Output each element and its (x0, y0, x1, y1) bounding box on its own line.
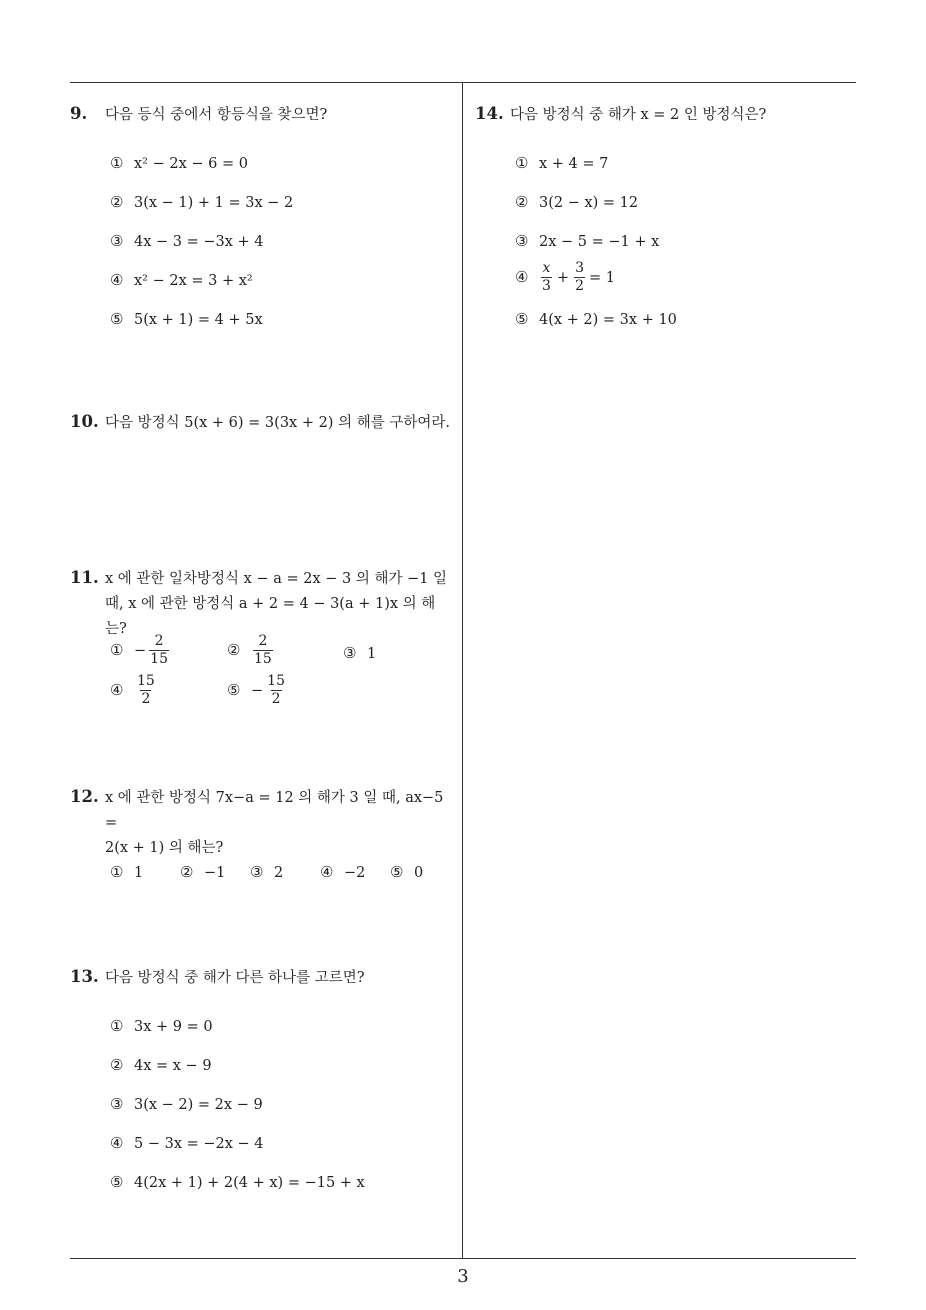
problem-9 (70, 101, 455, 331)
option-mark: ③ (250, 863, 264, 881)
option-2[interactable] (180, 862, 225, 883)
option-expression: 4x = x − 9 (134, 1058, 212, 1074)
option-3[interactable] (250, 862, 283, 883)
option-1[interactable] (110, 153, 248, 174)
option-expression: 4(2x + 1) + 2(4 + x) = −15 + x (134, 1175, 365, 1191)
option-expression: 3(2 − x) = 12 (539, 195, 639, 211)
option-mark: ① (110, 1017, 124, 1035)
question-text: 다음 방정식 중 해가 다른 하나를 고르면? (105, 970, 365, 986)
question-text: 다음 등식 중에서 항등식을 찾으면? (105, 107, 328, 123)
option-fraction (266, 673, 286, 708)
problem-number: 10. (70, 412, 99, 431)
option-mark: ① (110, 640, 124, 659)
option-mark: ② (180, 863, 194, 881)
option-2[interactable] (515, 192, 638, 213)
option-mark: ② (227, 640, 241, 659)
option-mark: ⑤ (227, 680, 241, 699)
option-2[interactable] (110, 192, 293, 213)
option-expression: 4x − 3 = −3x + 4 (134, 234, 264, 250)
fraction-denominator: 3 (542, 278, 551, 294)
problem-12 (70, 784, 455, 884)
fraction-denominator: 2 (575, 278, 584, 294)
fraction-numerator: x (542, 260, 551, 276)
question-text-line-1: x 에 관한 방정식 7x−a = 12 의 해가 3 일 때, ax−5 = (105, 790, 444, 831)
fraction-numerator: 2 (258, 633, 268, 649)
option-mark: ③ (110, 232, 124, 250)
option-mark: ① (515, 154, 529, 172)
fraction-denominator: 2 (271, 691, 281, 707)
option-mark: ② (110, 1056, 124, 1074)
option-expression: x² − 2x = 3 + x² (134, 273, 253, 289)
question-text: x 에 관한 일차방정식 x − a = 2x − 3 의 해가 −1 일 때, x 에 관한 방정식 a + 2 = 4 − 3(a + 1)x 의 해는? (105, 571, 448, 637)
option-mark: ④ (110, 271, 124, 289)
option-5[interactable] (110, 1172, 365, 1193)
option-value: 1 (367, 646, 377, 662)
option-expression: 3x + 9 = 0 (134, 1019, 213, 1035)
option-mark: ① (110, 154, 124, 172)
option-mark: ⑤ (515, 310, 529, 328)
fraction-numerator: 15 (267, 673, 285, 689)
option-5[interactable] (515, 309, 677, 330)
option-4[interactable] (110, 270, 253, 291)
option-fraction (136, 673, 156, 708)
option-sign: − (134, 642, 147, 659)
top-rule (70, 82, 856, 83)
option-mark: ⑤ (110, 1173, 124, 1191)
option-mark: ④ (320, 863, 334, 881)
option-2[interactable] (110, 1055, 212, 1076)
option-5[interactable] (227, 673, 288, 708)
option-value: 1 (134, 865, 144, 881)
option-value: 0 (414, 865, 424, 881)
option-expression: 5 − 3x = −2x − 4 (134, 1136, 264, 1152)
problem-number: 13. (70, 967, 99, 986)
problem-13 (70, 964, 455, 1194)
option-expression: 4(x + 2) = 3x + 10 (539, 312, 677, 328)
option-mark: ④ (110, 1134, 124, 1152)
option-4[interactable] (110, 673, 158, 708)
option-expression: 3(x − 2) = 2x − 9 (134, 1097, 263, 1113)
problem-number: 11. (70, 568, 99, 587)
option-1[interactable] (110, 862, 143, 883)
question-text: 다음 방정식 중 해가 x = 2 인 방정식은? (510, 107, 767, 123)
option-expression: 5(x + 1) = 4 + 5x (134, 312, 263, 328)
page-number: 3 (457, 1266, 469, 1287)
option-value: −1 (204, 865, 226, 881)
option-1[interactable] (110, 1016, 213, 1037)
option-5[interactable] (390, 862, 423, 883)
option-3[interactable] (343, 643, 376, 664)
option-3[interactable] (110, 1094, 263, 1115)
option-operator: + (556, 269, 570, 286)
option-fraction (253, 633, 273, 668)
problem-number: 9. (70, 104, 88, 123)
option-expression: x² − 2x − 6 = 0 (134, 156, 248, 172)
option-fraction (149, 633, 169, 668)
option-2[interactable] (227, 633, 275, 668)
option-expression: x + 4 = 7 (539, 156, 609, 172)
option-sign: − (251, 682, 264, 699)
option-mark: ④ (110, 680, 124, 699)
option-mark: ⑤ (110, 310, 124, 328)
option-4[interactable] (110, 1133, 264, 1154)
option-value: −2 (344, 865, 366, 881)
fraction-numerator: 15 (137, 673, 155, 689)
fraction-numerator: 2 (154, 633, 164, 649)
question-text: 다음 방정식 5(x + 6) = 3(3x + 2) 의 해를 구하여라. (105, 415, 450, 431)
problem-11 (70, 565, 455, 715)
fraction-denominator: 15 (254, 651, 272, 667)
fraction-denominator: 15 (150, 651, 168, 667)
problem-number: 12. (70, 787, 99, 806)
option-mark: ② (515, 193, 529, 211)
option-mark: ③ (110, 1095, 124, 1113)
option-4[interactable] (515, 260, 615, 295)
fraction-numerator: 3 (575, 260, 584, 276)
bottom-rule (70, 1258, 856, 1259)
question-text-line-2: 2(x + 1) 의 해는? (105, 840, 224, 856)
fraction-denominator: 2 (141, 691, 151, 707)
problem-14 (475, 101, 855, 331)
option-value: 2 (274, 865, 284, 881)
option-1[interactable] (515, 153, 608, 174)
option-fraction-2 (574, 260, 585, 295)
option-5[interactable] (110, 309, 263, 330)
option-mark: ② (110, 193, 124, 211)
option-mark: ⑤ (390, 863, 404, 881)
option-expression: 3(x − 1) + 1 = 3x − 2 (134, 195, 294, 211)
option-1[interactable] (110, 633, 171, 668)
option-expression: 2x − 5 = −1 + x (539, 234, 660, 250)
option-mark: ③ (515, 232, 529, 250)
column-divider (462, 82, 463, 1258)
option-mark: ③ (343, 644, 357, 662)
option-mark: ④ (515, 267, 529, 286)
problem-10 (70, 409, 455, 436)
option-3[interactable] (110, 231, 264, 252)
option-3[interactable] (515, 231, 659, 252)
problem-number: 14. (475, 104, 504, 123)
option-fraction-1 (541, 260, 552, 295)
option-4[interactable] (320, 862, 365, 883)
option-mark: ① (110, 863, 124, 881)
option-rhs: = 1 (589, 269, 615, 286)
